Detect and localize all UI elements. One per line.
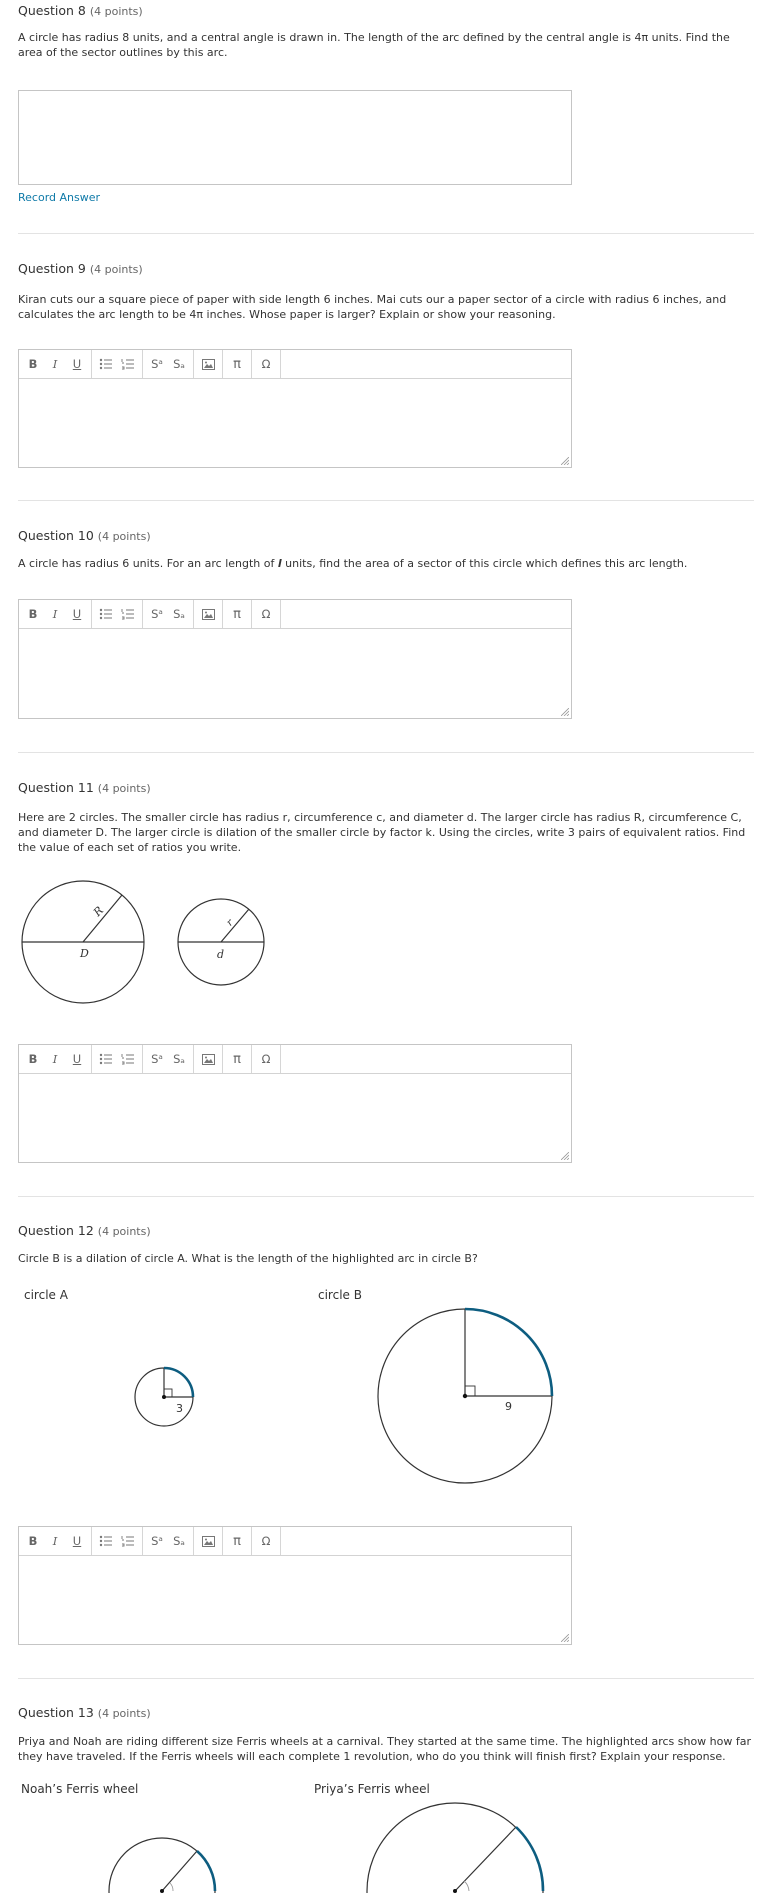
question-9-editor [18,349,572,468]
italic-button[interactable]: I [52,357,58,371]
editor-toolbar [19,600,571,629]
divider [18,1196,754,1197]
noah-wheel-radius [162,1851,197,1891]
priya-ferris-wheel [367,1803,543,1893]
pi-button[interactable]: π [233,606,241,622]
noah-ferris-wheel-label: Noah’s Ferris wheel [21,1782,139,1796]
question-11-editor [18,1044,572,1163]
editor-toolbar [19,350,571,379]
question-12-text: Circle B is a dilation of circle A. What is the length of the highlighted arc in circle B? [18,1252,478,1265]
question-11 [18,779,754,855]
image-icon [202,1536,215,1547]
large-circle-radius [83,895,122,942]
question-10-header [18,527,754,546]
question-13-title: Question 13 [18,1705,94,1720]
question-10-answer-input[interactable] [19,629,571,718]
underline-button[interactable]: U [72,1052,82,1066]
question-8-title: Question 8 [18,3,86,18]
divider [18,233,754,234]
question-8-points: (4 points) [89,5,143,18]
circle-b-highlighted-arc [465,1309,552,1396]
italic-button[interactable]: I [52,1052,58,1066]
noah-wheel-center [160,1889,164,1893]
special-character-button[interactable]: Ω [261,607,271,621]
question-13-points: (4 points) [97,1707,151,1720]
special-character-button[interactable]: Ω [261,1052,271,1066]
numbered-list-icon [121,1535,135,1547]
question-9-points: (4 points) [89,263,143,276]
circle-a-highlighted-arc [164,1368,193,1397]
superscript-button[interactable]: Sᵃ [151,357,163,371]
question-9 [18,260,754,322]
question-13 [18,1704,754,1764]
question-9-answer-input[interactable] [19,379,571,467]
resize-grip-icon[interactable] [561,457,569,465]
record-answer-link[interactable]: Record Answer [18,191,101,204]
noah-highlighted-arc [197,1851,215,1891]
noah-ferris-wheel [109,1838,215,1893]
insert-image-button[interactable] [197,353,219,375]
question-8-text: A circle has radius 8 units, and a central angle is drawn in. The length of the arc defined by the central angle is 4π units. Find the area of the sector outlines by this arc. [18,31,730,59]
pi-button[interactable]: π [233,1533,241,1549]
bulleted-list-icon [99,358,113,370]
subscript-button[interactable]: Sₐ [173,1052,185,1066]
numbered-list-icon [121,358,135,370]
question-10-text [18,556,754,571]
underline-button[interactable]: U [72,357,82,371]
question-9-title: Question 9 [18,261,86,276]
priya-ferris-wheel-label: Priya’s Ferris wheel [314,1782,430,1796]
question-11-title: Question 11 [18,780,94,795]
bold-button[interactable]: B [28,1534,38,1548]
priya-angle-mark [464,1881,469,1891]
question-10 [18,527,754,571]
resize-grip-icon[interactable] [561,1634,569,1642]
resize-grip-icon[interactable] [561,1152,569,1160]
superscript-button[interactable]: Sᵃ [151,1534,163,1548]
special-character-button[interactable]: Ω [261,1534,271,1548]
circle-b-label: circle B [318,1288,362,1302]
question-12-answer-input[interactable] [19,1556,571,1644]
bold-button[interactable]: B [28,607,38,621]
question-8-answer-input[interactable] [18,90,572,185]
special-character-button[interactable]: Ω [261,357,271,371]
numbered-list-button[interactable] [117,1048,139,1070]
bulleted-list-button[interactable] [95,1530,117,1552]
question-9-header [18,260,754,279]
numbered-list-icon [121,1053,135,1065]
priya-highlighted-arc [516,1827,543,1891]
divider [18,500,754,501]
superscript-button[interactable]: Sᵃ [151,607,163,621]
resize-grip-icon[interactable] [561,708,569,716]
circle-a-label: circle A [24,1288,68,1302]
bulleted-list-icon [99,1535,113,1547]
image-icon [202,1054,215,1065]
underline-button[interactable]: U [72,607,82,621]
numbered-list-button[interactable] [117,603,139,625]
question-8-header [18,2,754,21]
small-diameter-label: d [217,948,225,961]
bold-button[interactable]: B [28,357,38,371]
pi-button[interactable]: π [233,1051,241,1067]
large-radius-label: R [90,903,106,919]
editor-toolbar [19,1045,571,1074]
underline-button[interactable]: U [72,1534,82,1548]
image-icon [202,609,215,620]
bulleted-list-icon [99,1053,113,1065]
circle-b-center [463,1394,467,1398]
numbered-list-icon [121,608,135,620]
priya-wheel-center [453,1889,457,1893]
question-12-points: (4 points) [97,1225,151,1238]
question-11-answer-input[interactable] [19,1074,571,1162]
editor-toolbar [19,1527,571,1556]
small-radius-label: r [224,917,236,929]
question-13-figure [100,1800,560,1893]
pi-button[interactable]: π [233,356,241,372]
question-13-text: Priya and Noah are riding different size Ferris wheels at a carnival. They started at the same time. The highlighted arcs show how far they have traveled. If the Ferris wheels will each complete 1 revolution, who do you think will finish first? Explain your response. [18,1735,752,1763]
italic-button[interactable]: I [52,607,58,621]
insert-image-button[interactable] [197,1048,219,1070]
question-8 [18,2,754,60]
insert-image-button[interactable] [197,603,219,625]
large-diameter-label: D [80,947,89,960]
superscript-button[interactable]: Sᵃ [151,1052,163,1066]
question-10-editor [18,599,572,719]
divider [18,752,754,753]
numbered-list-button[interactable] [117,353,139,375]
subscript-button[interactable]: Sₐ [173,607,185,621]
question-12-editor [18,1526,572,1645]
question-11-points: (4 points) [97,782,151,795]
question-10-text-part-1: A circle has radius 6 units. For an arc length of [18,557,278,570]
bold-button[interactable]: B [28,1052,38,1066]
noah-angle-mark [170,1883,173,1891]
circle-b-radius-label: 9 [505,1400,512,1413]
italic-button[interactable]: I [52,1534,58,1548]
question-9-text: Kiran cuts our a square piece of paper with side length 6 inches. Mai cuts our a paper sector of a circle with radius 6 inches, and calculates the arc length to be 4π inches. Whose paper is larger? Explain or show your reasoning. [18,293,727,321]
numbered-list-button[interactable] [117,1530,139,1552]
circle-a-center [162,1395,166,1399]
image-icon [202,359,215,370]
question-11-header [18,779,754,798]
question-13-header [18,1704,754,1723]
bulleted-list-button[interactable] [95,353,117,375]
bulleted-list-button[interactable] [95,603,117,625]
subscript-button[interactable]: Sₐ [173,357,185,371]
question-10-points: (4 points) [97,530,151,543]
insert-image-button[interactable] [197,1530,219,1552]
question-12-figure [120,1300,570,1490]
question-10-title: Question 10 [18,528,94,543]
question-11-text: Here are 2 circles. The smaller circle has radius r, circumference c, and diameter d. The larger circle has radius R, circumference C, and diameter D. The larger circle is dilation of the smaller circle by factor k. Using the circles, write 3 pairs of equivalent ratios. Find the value of each set of ratios you write. [18,811,746,854]
bulleted-list-icon [99,608,113,620]
question-11-figure [18,878,278,1008]
question-12-header [18,1222,754,1241]
subscript-button[interactable]: Sₐ [173,1534,185,1548]
question-10-text-variable: l [277,557,282,570]
bulleted-list-button[interactable] [95,1048,117,1070]
question-10-text-part-2: units, find the area of a sector of this circle which defines this arc length. [281,557,688,570]
divider [18,1678,754,1679]
question-12-title: Question 12 [18,1223,94,1238]
circle-a-radius-label: 3 [176,1402,183,1415]
question-12 [18,1222,754,1266]
